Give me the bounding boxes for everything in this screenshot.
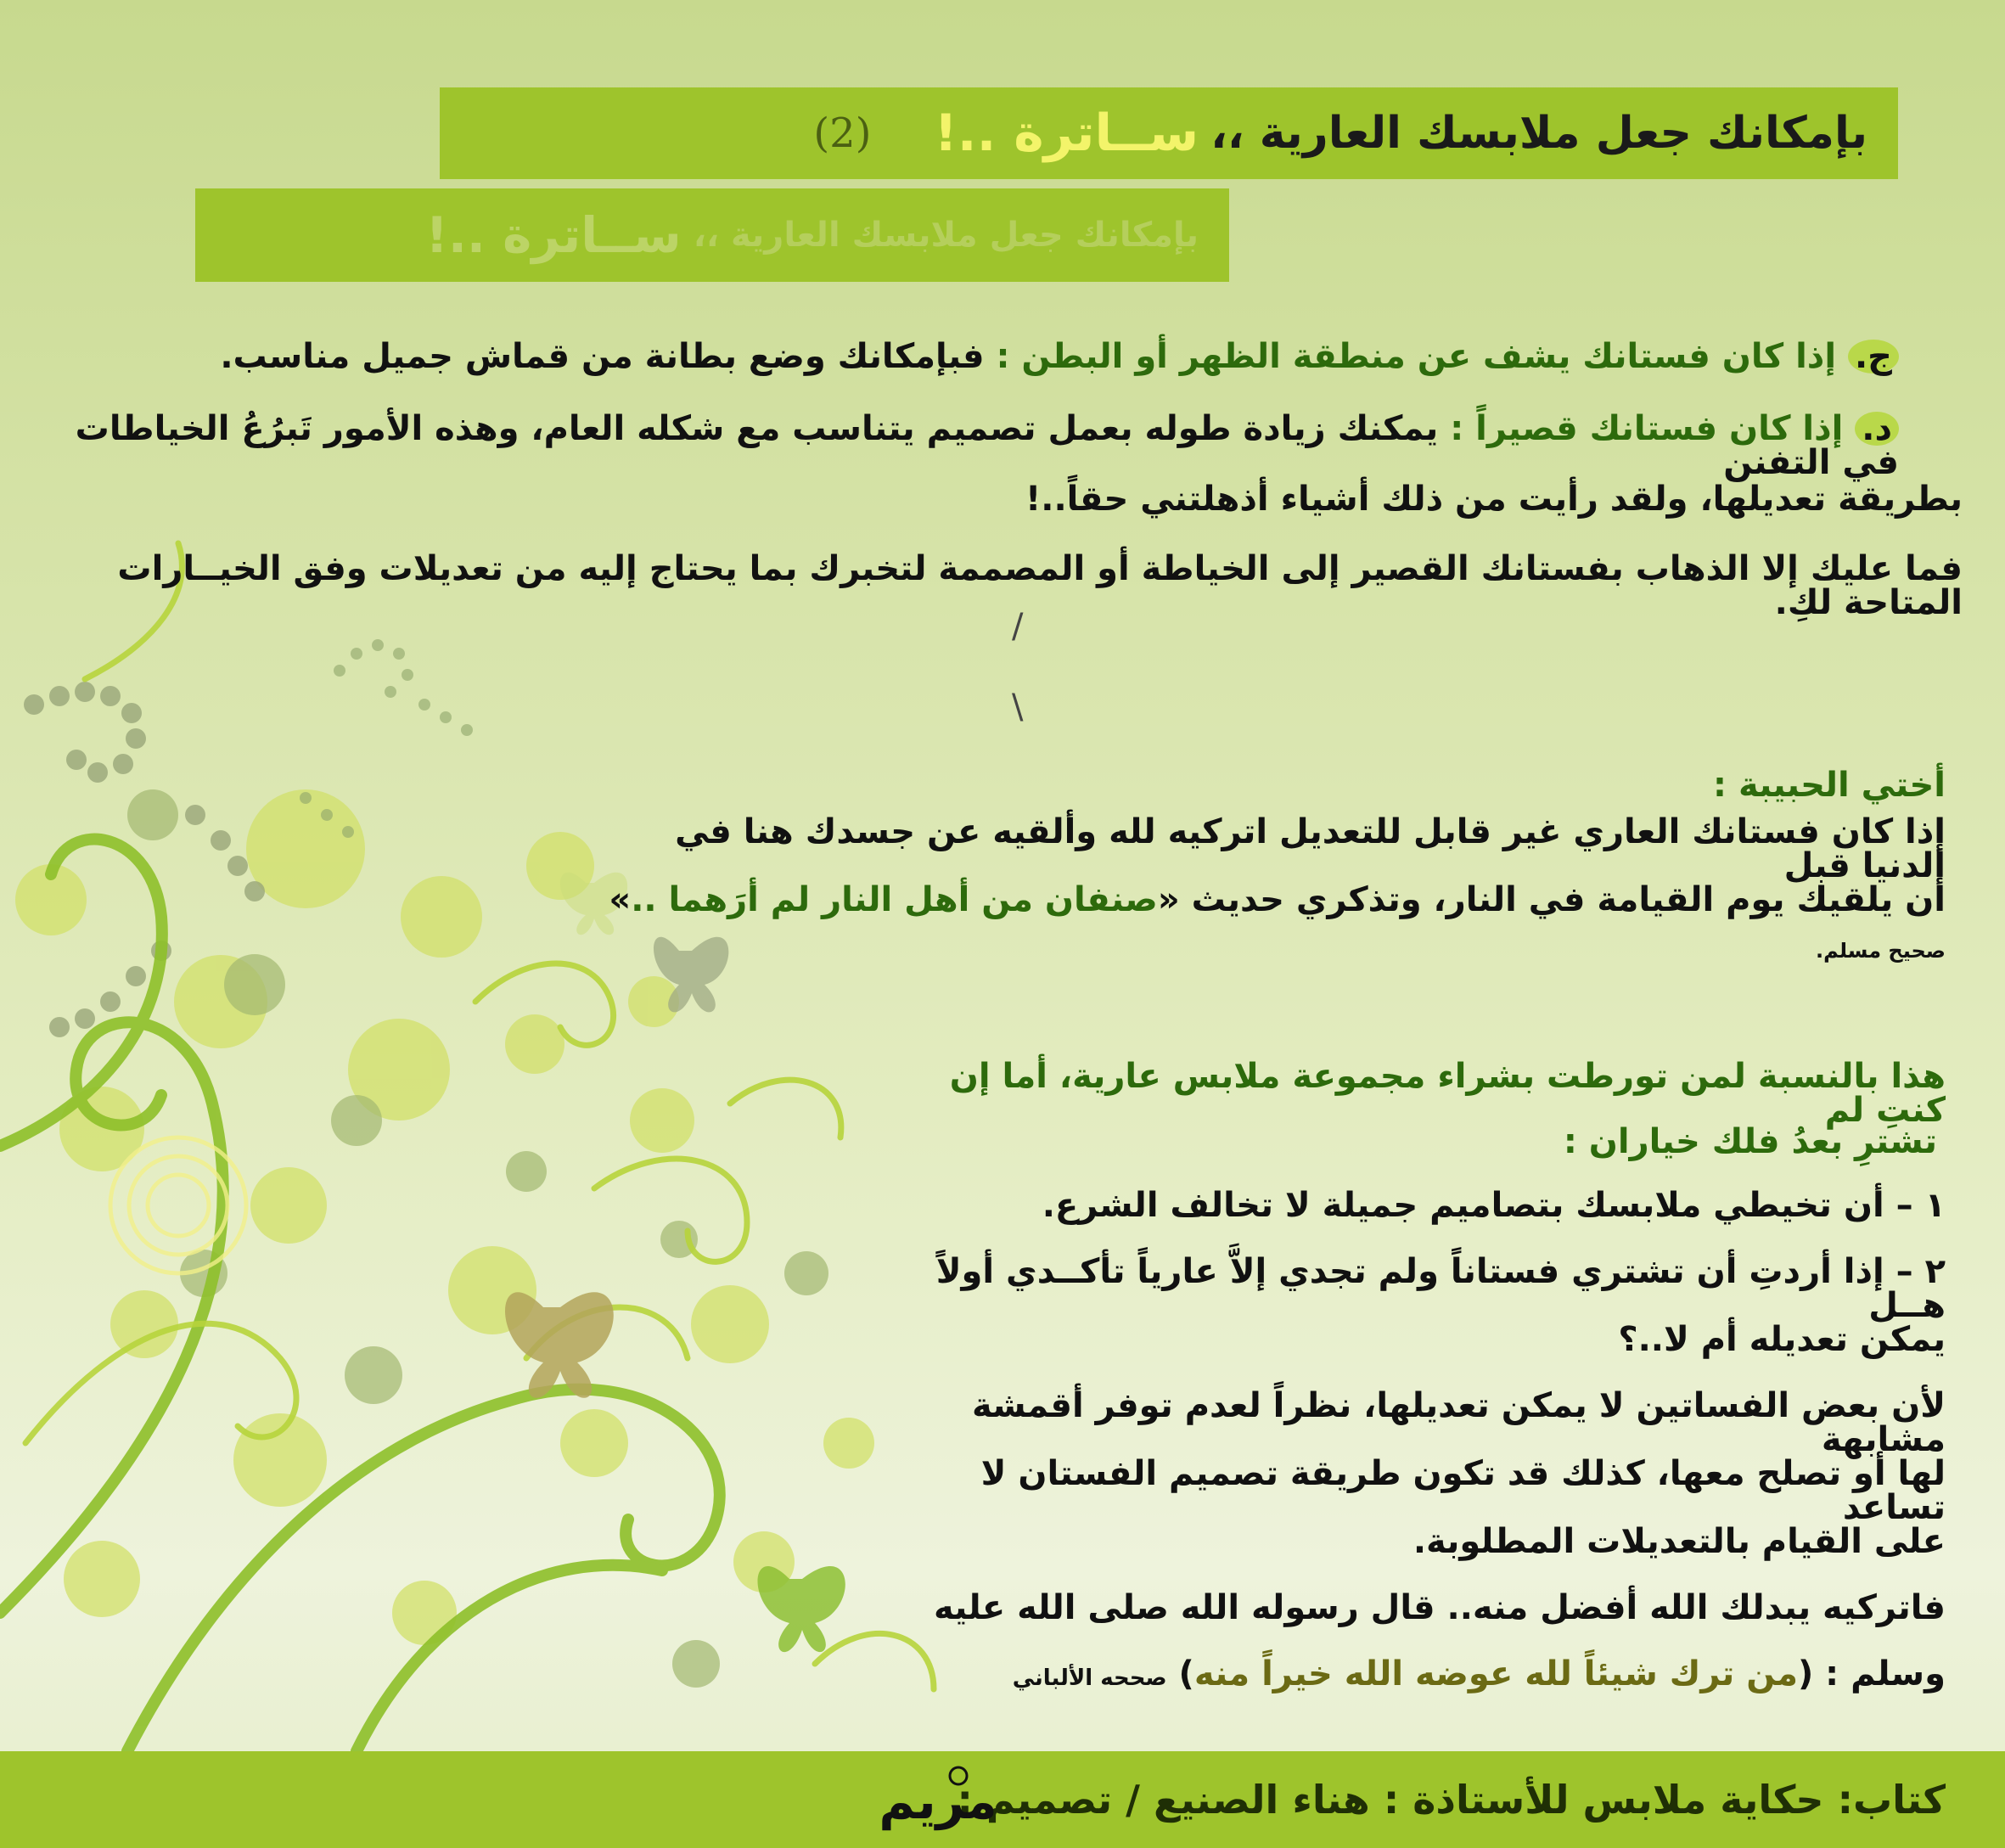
option-item-2-num: ٢ – — [1895, 1252, 1946, 1291]
title-banner — [440, 87, 1898, 179]
sister-line2 — [587, 880, 1946, 919]
option-item-1-text: أن تخيطي ملابسك بتصاميم جميلة لا تخالف الشرع. — [1042, 1186, 1884, 1225]
sister-hadith: صنفان من أهل النار لم أرَهما .. — [631, 880, 1158, 919]
sister-heading: أختي الحبيبة : — [1713, 766, 1946, 805]
authenticated-note: صححه الألباني — [1012, 1665, 1167, 1691]
reason-line2: لها أو تصلح معها، كذلك قد تكون طريقة تصميم الفستان لا تساعد — [980, 1454, 1946, 1527]
reason-line1: لأن بعض الفساتين لا يمكن تعديلها، نظراً لعدم توفر أقمشة مشابهة — [971, 1386, 1946, 1459]
logo-text: مريم — [879, 1772, 997, 1830]
section-d-marker: د. — [1855, 412, 1899, 446]
leave-line2-end: ) — [1178, 1654, 1194, 1694]
section-c-marker: ج. — [1848, 340, 1899, 374]
option-item-1-num: ١ – — [1895, 1186, 1946, 1225]
option-item-1 — [927, 1186, 1946, 1225]
sister-line1: إذا كان فستانك العاري غير قابل للتعديل اتركيه لله وألقيه عن جسدك هنا في الدنيا قبل — [675, 812, 1946, 885]
section-c — [74, 337, 1899, 376]
ghost-title-highlight: ســاترة ..! — [425, 206, 682, 264]
options-intro1: هذا بالنسبة لمن تورطت بشراء مجموعة ملابس عارية، أما إن كنتِ لم — [949, 1057, 1946, 1130]
slash-bottom: \ — [1012, 688, 1024, 727]
title-text: بإمكانك جعل ملابسك العارية ،، — [1210, 108, 1867, 159]
part-number: (2) — [813, 110, 872, 157]
logo-mark — [879, 1757, 997, 1842]
option-item-2-text: إذا أردتِ أن تشتري فستاناً ولم تجدي إلاَّ عارياً تأكــدي أولاً هــل — [935, 1252, 1946, 1325]
slash-top: / — [1012, 607, 1024, 646]
section-d-line1 — [31, 409, 1899, 482]
sister-line2-end: » — [609, 880, 632, 919]
hadith-quote: من ترك شيئاً لله عوضه الله خيراً منه — [1193, 1654, 1798, 1694]
ghost-title-text: بإمكانك جعل ملابسك العارية ،، — [693, 216, 1199, 255]
section-c-text: فبإمكانك وضع بطانة من قماش جميل مناسب. — [220, 337, 985, 376]
designer-logo — [879, 1757, 997, 1842]
options-intro2: تشترِ بعدُ فلك خياران : — [1563, 1122, 1937, 1161]
section-d-line3: فما عليك إلا الذهاب بفستانك القصير إلى الخياطة أو المصممة لتخبرك بما يحتاج إليه من تعديلات وفق الخيــارات المتاحة لكِ. — [117, 549, 1963, 622]
sister-source: صحيح مسلم. — [1816, 939, 1946, 963]
section-d-text1: يمكنك زيادة طوله بعمل تصميم يتناسب مع شكله العام، وهذه الأمور تَبرُعُ الخياطات في التفنن — [75, 409, 1899, 482]
section-d-lead: إذا كان فستانك قصيراً : — [1450, 409, 1844, 448]
leave-line1: فاتركيه يبدلك الله أفضل منه.. قال رسوله الله صلى الله عليه — [934, 1588, 1946, 1627]
leave-line2-start: وسلم : ( — [1797, 1654, 1946, 1694]
option-item-2-cont: يمكن تعديله أم لا..؟ — [1618, 1320, 1946, 1359]
option-item-2 — [927, 1252, 1946, 1325]
section-c-lead: إذا كان فستانك يشف عن منطقة الظهر أو البطن : — [996, 337, 1837, 376]
footer-credit: كتاب: حكاية ملابس للأستاذة : هناء الصنيع / تصميم : — [957, 1777, 1946, 1823]
sister-line2-start: أن يلقيك يوم القيامة في النار، وتذكري حديث « — [1157, 880, 1946, 919]
title-highlight: ســاترة ..! — [934, 104, 1199, 163]
section-d-line2: بطريقة تعديلها، ولقد رأيت من ذلك أشياء أذهلتني حقاً..! — [1025, 480, 1963, 519]
footer-bar — [0, 1751, 2005, 1848]
ghost-title-banner — [195, 188, 1229, 282]
reason-line3: على القيام بالتعديلات المطلوبة. — [1412, 1522, 1946, 1561]
leave-line2 — [927, 1654, 1946, 1694]
